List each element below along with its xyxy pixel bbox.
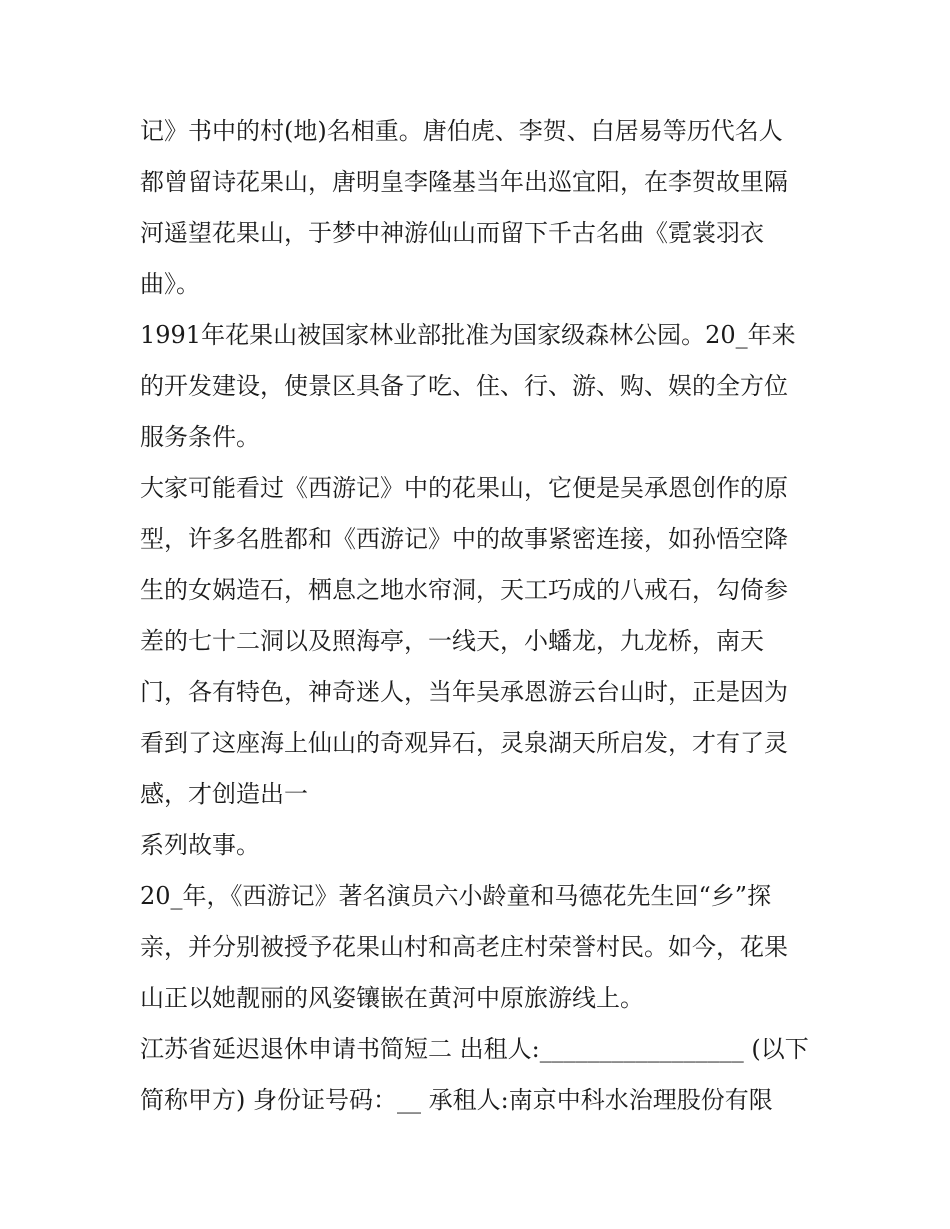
text-line: 1991年花果山被国家林业部批准为国家级森林公园。20_年来 bbox=[140, 321, 796, 349]
text-line: 曲》。 bbox=[140, 270, 200, 298]
text-line: 看到了这座海上仙山的奇观异石，灵泉湖天所启发，才有了灵 bbox=[140, 729, 788, 757]
text-line: 记》书中的村(地)名相重。唐伯虎、李贺、白居易等历代名人 bbox=[140, 117, 783, 145]
text-line: 20_年，《西游记》著名演员六小龄童和马德花先生回“乡”探 bbox=[140, 882, 772, 910]
text-line: 型，许多名胜都和《西游记》中的故事紧密连接，如孙悟空降 bbox=[140, 525, 788, 553]
document-body bbox=[140, 106, 820, 1126]
text-line: 河遥望花果山，于梦中神游仙山而留下千古名曲《霓裳羽衣 bbox=[140, 219, 764, 247]
text-line: 山正以她靓丽的风姿镶嵌在黄河中原旅游线上。 bbox=[140, 984, 644, 1012]
text-line: 的开发建设，使景区具备了吃、住、行、游、购、娱的全方位 bbox=[140, 372, 788, 400]
text-line: 江苏省延迟退休申请书简短二 出租人:_________________ (以下 bbox=[140, 1035, 809, 1063]
text-line: 感，才创造出一 bbox=[140, 780, 308, 808]
text-line: 门，各有特色，神奇迷人，当年吴承恩游云台山时，正是因为 bbox=[140, 678, 788, 706]
text-line: 大家可能看过《西游记》中的花果山，它便是吴承恩创作的原 bbox=[140, 474, 788, 502]
text-line: 亲，并分别被授予花果山村和高老庄村荣誉村民。如今，花果 bbox=[140, 933, 788, 961]
text-line: 生的女娲造石，栖息之地水帘洞，天工巧成的八戒石，勾倚参 bbox=[140, 576, 788, 604]
text-line: 都曾留诗花果山，唐明皇李隆基当年出巡宜阳，在李贺故里隔 bbox=[140, 168, 788, 196]
text-line: 差的七十二洞以及照海亭，一线天，小蟠龙，九龙桥，南天 bbox=[140, 627, 764, 655]
text-line: 系列故事。 bbox=[140, 831, 260, 859]
text-line: 服务条件。 bbox=[140, 423, 260, 451]
text-line: 简称甲方) 身份证号码：__ 承租人:南京中科水治理股份有限 bbox=[140, 1086, 773, 1114]
